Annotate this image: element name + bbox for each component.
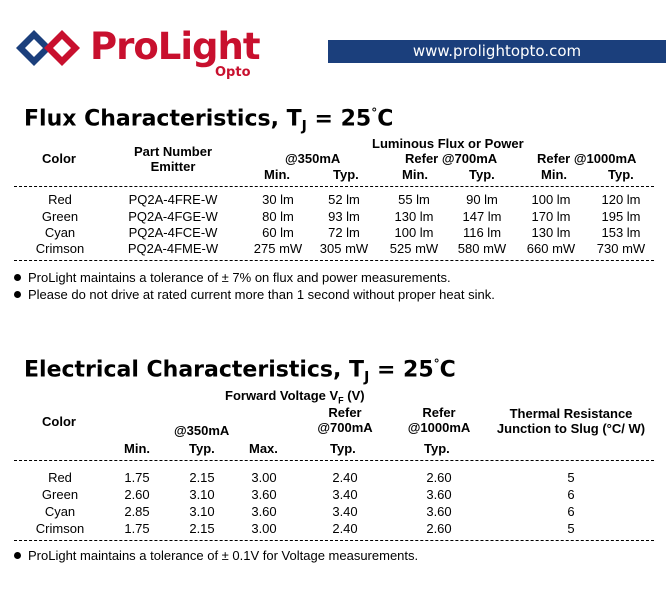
- flux-header-luminous-flux: Luminous Flux or Power: [372, 136, 524, 151]
- brand-logo-text: ProLight: [90, 25, 260, 68]
- elec-cell-value: 3.00: [251, 521, 277, 536]
- elec-header-refer-700: Refer @700mA: [317, 405, 373, 435]
- flux-cell-value: 130 lm: [394, 209, 434, 224]
- elec-note: ProLight maintains a tolerance of ± 0.1V for Voltage measurements.: [14, 548, 418, 564]
- elec-cell-value: 3.10: [189, 504, 215, 519]
- elec-header-typ-1000: Typ.: [424, 441, 450, 456]
- elec-cell-value: 3.60: [426, 487, 452, 502]
- flux-cell-value: 120 lm: [601, 192, 641, 207]
- flux-header-min-350: Min.: [264, 167, 290, 182]
- elec-header-350ma: @350mA: [174, 423, 230, 438]
- flux-cell-color: Crimson: [35, 241, 85, 256]
- elec-header-color: Color: [42, 414, 76, 429]
- flux-cell-value: 90 lm: [466, 192, 498, 207]
- flux-cell-value: 116 lm: [462, 225, 502, 240]
- flux-cell-value: 730 mW: [596, 241, 646, 256]
- flux-header-typ-350: Typ.: [333, 167, 359, 182]
- flux-note: Please do not drive at rated current more than 1 second without proper heat sink.: [14, 287, 495, 303]
- elec-cell-value: 6: [567, 487, 575, 502]
- flux-cell-value: 305 mW: [319, 241, 369, 256]
- flux-cell-value: 80 lm: [262, 209, 294, 224]
- elec-cell-value: 5: [567, 470, 575, 485]
- elec-cell-value: 2.60: [426, 521, 452, 536]
- flux-header-color: Color: [42, 151, 76, 166]
- flux-cell-color: Red: [48, 192, 72, 207]
- flux-header-700ma: Refer @700mA: [405, 151, 498, 166]
- flux-cell-value: 153 lm: [601, 225, 641, 240]
- flux-note: ProLight maintains a tolerance of ± 7% on flux and power measurements.: [14, 270, 451, 286]
- flux-cell-value: 100 lm: [394, 225, 434, 240]
- elec-cell-value: 5: [567, 521, 575, 536]
- flux-header-350ma: @350mA: [285, 151, 341, 166]
- flux-header-1000ma: Refer @1000mA: [537, 151, 637, 166]
- flux-cell-value: 72 lm: [328, 225, 360, 240]
- flux-cell-part: PQ2A-4FRE-W: [128, 192, 218, 207]
- flux-header-min-700: Min.: [402, 167, 428, 182]
- flux-cell-part: PQ2A-4FCE-W: [128, 225, 218, 240]
- elec-header-typ-350: Typ.: [189, 441, 215, 456]
- flux-cell-value: 275 mW: [253, 241, 303, 256]
- elec-cell-value: 6: [567, 504, 575, 519]
- flux-cell-value: 30 lm: [262, 192, 294, 207]
- elec-cell-value: 2.15: [189, 470, 215, 485]
- elec-cell-value: 3.60: [251, 487, 277, 502]
- flux-cell-part: PQ2A-4FME-W: [127, 241, 219, 256]
- elec-cell-value: 2.85: [124, 504, 150, 519]
- flux-cell-value: 147 lm: [462, 209, 502, 224]
- bullet-icon: [14, 552, 21, 559]
- elec-header-thermal-resistance: Thermal Resistance Junction to Slug (°C/ W): [496, 406, 646, 436]
- elec-header-refer-1000: Refer @1000mA: [407, 405, 471, 435]
- flux-cell-value: 580 mW: [457, 241, 507, 256]
- flux-cell-value: 525 mW: [389, 241, 439, 256]
- flux-header-divider: [14, 186, 654, 187]
- elec-header-typ-700: Typ.: [330, 441, 356, 456]
- prolight-logo-mark-icon: [16, 28, 84, 68]
- elec-cell-value: 3.40: [332, 487, 358, 502]
- flux-cell-value: 52 lm: [328, 192, 360, 207]
- elec-cell-value: 1.75: [124, 470, 150, 485]
- elec-header-divider: [14, 460, 654, 461]
- elec-header-forward-voltage: Forward Voltage $V_F$ (V): [225, 388, 365, 406]
- elec-header-max: Max.: [249, 441, 278, 456]
- flux-cell-value: 660 mW: [526, 241, 576, 256]
- elec-cell-value: 2.15: [189, 521, 215, 536]
- elec-cell-value: 3.00: [251, 470, 277, 485]
- elec-cell-value: 2.60: [124, 487, 150, 502]
- flux-section-title: Flux Characteristics, $T_J = 25^\circ C$: [24, 106, 394, 135]
- elec-cell-value: 2.60: [426, 470, 452, 485]
- elec-cell-value: 3.60: [251, 504, 277, 519]
- flux-cell-value: 130 lm: [531, 225, 571, 240]
- elec-cell-color: Cyan: [44, 504, 76, 519]
- flux-cell-value: 93 lm: [328, 209, 360, 224]
- flux-cell-value: 170 lm: [531, 209, 571, 224]
- elec-cell-value: 3.10: [189, 487, 215, 502]
- flux-cell-part: PQ2A-4FGE-W: [128, 209, 218, 224]
- elec-cell-value: 2.40: [332, 470, 358, 485]
- brand-logo-sub: Opto: [215, 65, 251, 80]
- flux-footer-divider: [14, 260, 654, 261]
- flux-header-typ-700: Typ.: [469, 167, 495, 182]
- flux-cell-value: 100 lm: [531, 192, 571, 207]
- bullet-icon: [14, 274, 21, 281]
- flux-header-part-number: Part Number Emitter: [133, 144, 213, 174]
- elec-header-min: Min.: [124, 441, 150, 456]
- flux-cell-value: 195 lm: [601, 209, 641, 224]
- elec-cell-color: Red: [48, 470, 72, 485]
- website-url-banner[interactable]: www.prolightopto.com: [328, 40, 666, 63]
- flux-header-typ-1000: Typ.: [608, 167, 634, 182]
- flux-cell-value: 60 lm: [262, 225, 294, 240]
- elec-cell-value: 3.40: [332, 504, 358, 519]
- electrical-section-title: Electrical Characteristics, $T_J = 25^\circ C$: [24, 357, 456, 386]
- flux-cell-value: 55 lm: [398, 192, 430, 207]
- elec-cell-value: 3.60: [426, 504, 452, 519]
- elec-cell-color: Crimson: [35, 521, 85, 536]
- flux-header-min-1000: Min.: [541, 167, 567, 182]
- flux-cell-color: Cyan: [44, 225, 76, 240]
- elec-cell-color: Green: [41, 487, 79, 502]
- elec-cell-value: 2.40: [332, 521, 358, 536]
- flux-cell-color: Green: [41, 209, 79, 224]
- elec-cell-value: 1.75: [124, 521, 150, 536]
- elec-footer-divider: [14, 540, 654, 541]
- bullet-icon: [14, 291, 21, 298]
